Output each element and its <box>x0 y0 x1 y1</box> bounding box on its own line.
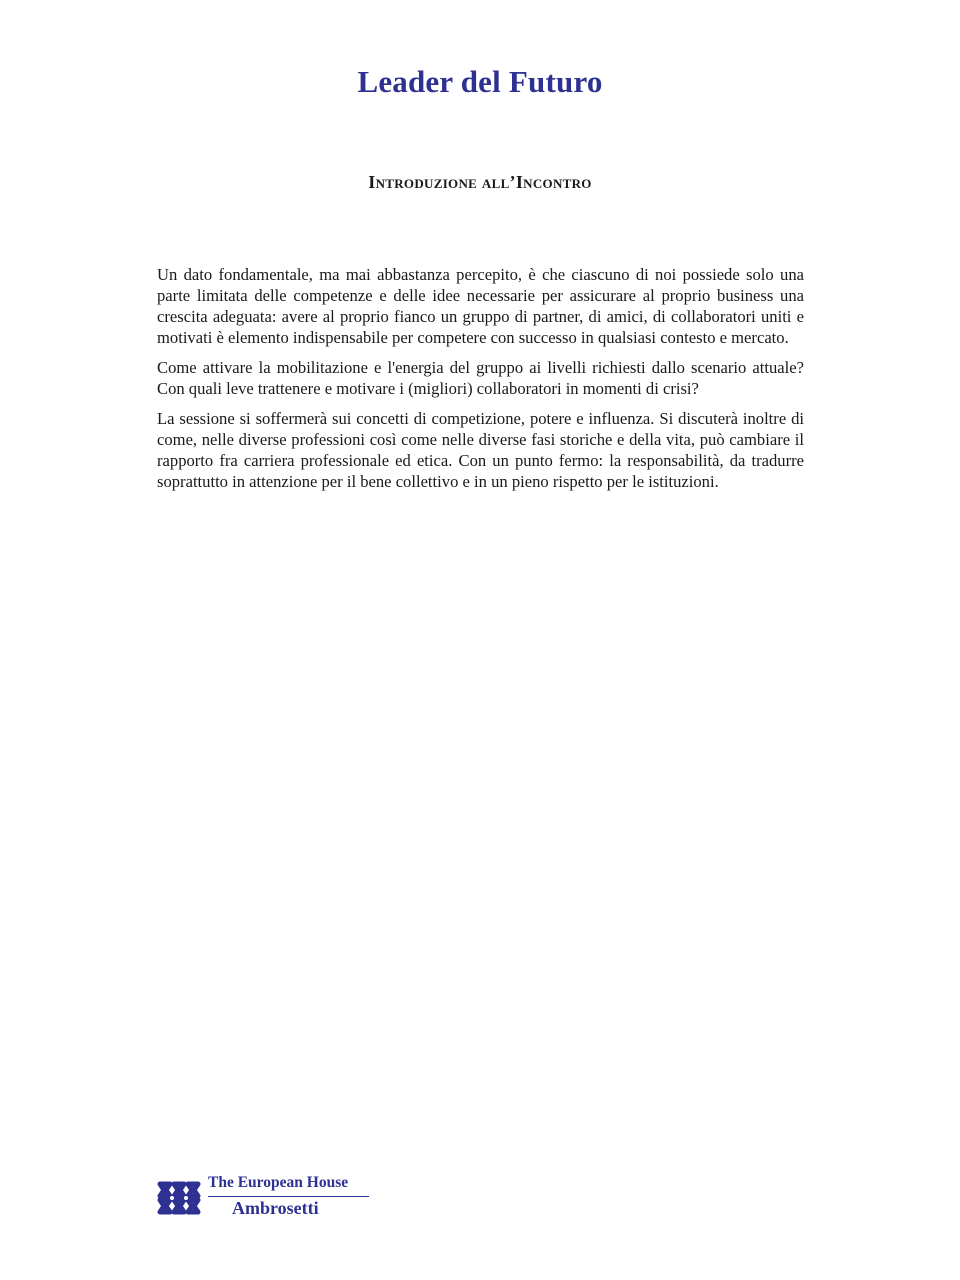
page-subtitle: Introduzione all’Incontro <box>368 172 592 192</box>
paragraph: La sessione si soffermerà sui concetti di competizione, potere e influenza. Si discuterà inoltre di come, nelle diverse professioni così come nelle diverse fasi storiche e della vita, può cambiare il rapporto fra carriera professionale ed etica. Con un punto fermo: la responsabilità, da tradurre soprattutto in attenzione per il bene collettivo e in un pieno rispetto per le istituzioni. <box>157 409 804 491</box>
european-house-logo-icon <box>155 1180 203 1216</box>
logo-divider <box>208 1196 369 1197</box>
body-text <box>157 264 804 501</box>
logo-name-line2: Ambrosetti <box>232 1198 319 1218</box>
paragraph: Un dato fondamentale, ma mai abbastanza percepito, è che ciascuno di noi possiede solo una parte limitata delle competenze e delle idee necessarie per assicurare al proprio business una crescita adeguata: avere al proprio fianco un gruppo di partner, di amici, di collaboratori uniti e motivati è elemento indispensabile per competere con successo in qualsiasi contesto e mercato. <box>157 265 804 347</box>
footer-logo <box>155 1174 375 1222</box>
paragraph: Come attivare la mobilitazione e l'energia del gruppo ai livelli richiesti dallo scenario attuale? Con quali leve trattenere e motivare i (migliori) collaboratori in momenti di crisi? <box>157 358 804 398</box>
logo-name-line1: The European House <box>208 1174 349 1191</box>
page-title: Leader del Futuro <box>357 64 603 99</box>
